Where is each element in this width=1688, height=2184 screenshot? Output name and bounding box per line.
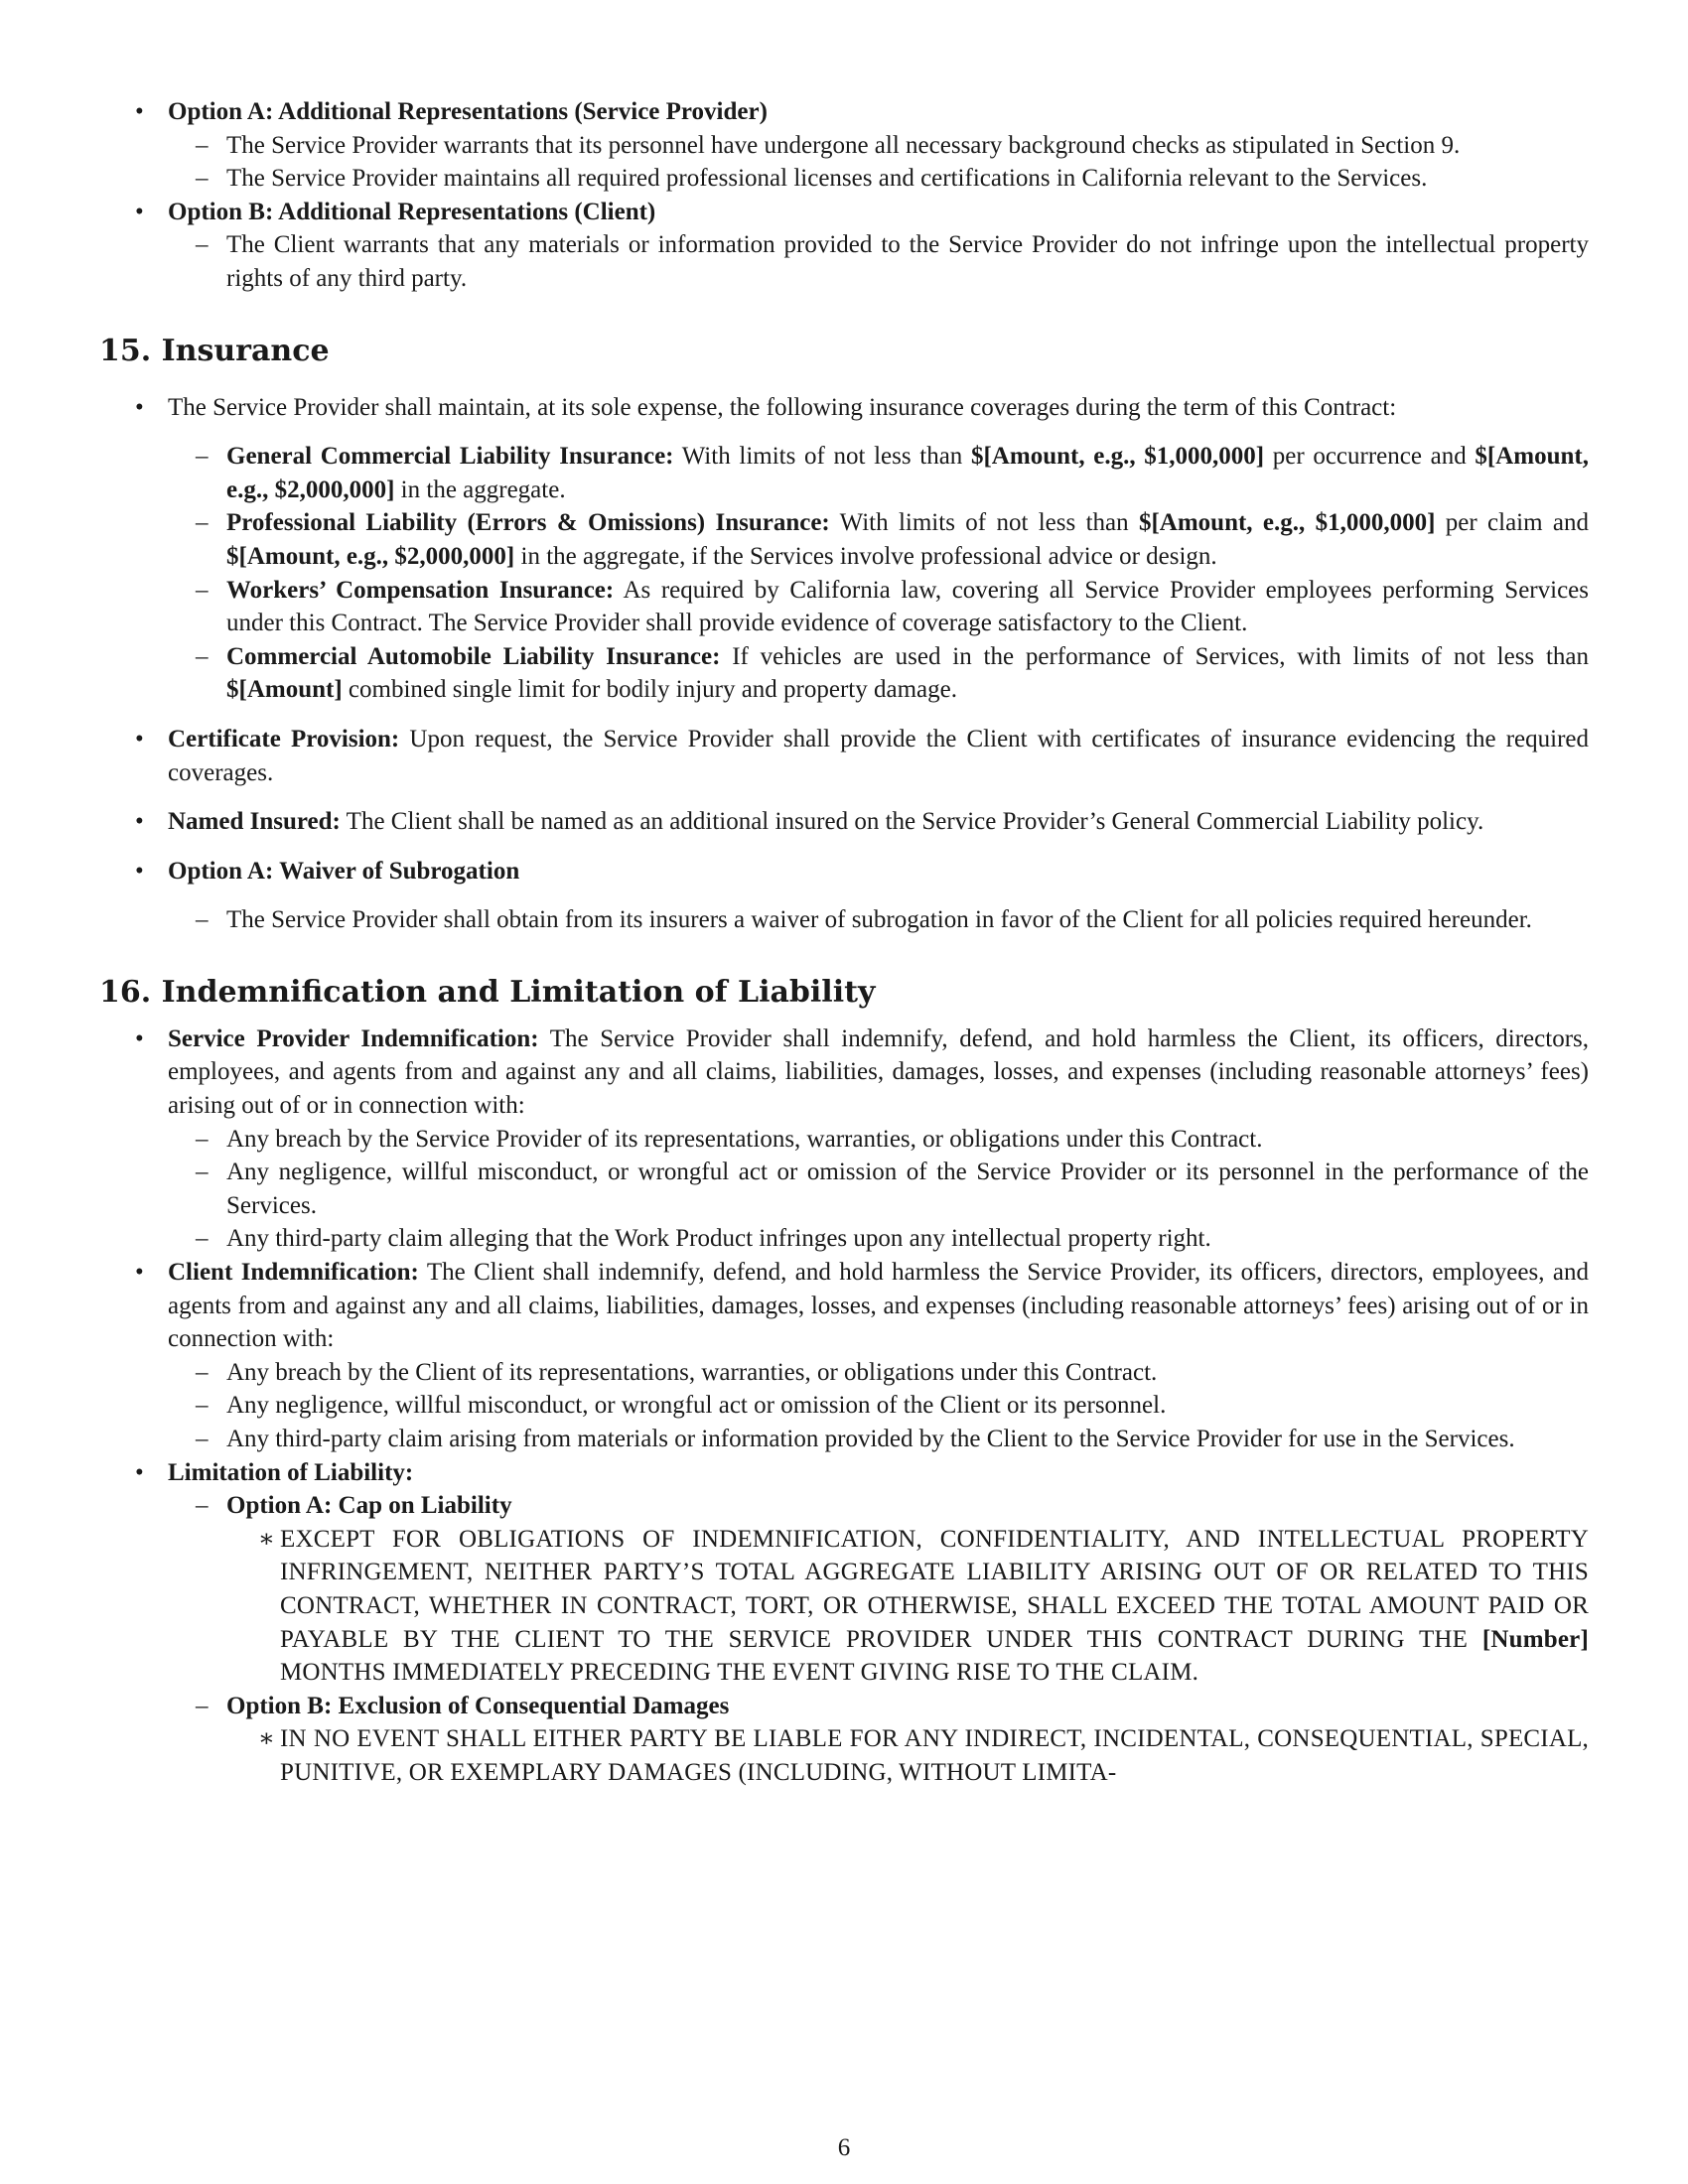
s16-limitation	[99, 1456, 1589, 1490]
s14-option-a-item-2: – The Service Provider maintains all required professional licenses and certifications in California relevant to the Services.	[99, 162, 1589, 196]
section-16-heading: 16. Indemnification and Limitation of Liability	[99, 974, 876, 1010]
s16-sp-item-3: – Any third-party claim alleging that the Work Product infringes upon any intellectual property right.	[99, 1222, 1589, 1256]
section-15-heading: 15. Insurance	[99, 333, 330, 368]
s15-pli-amount-1: $[Amount, e.g., $1,000,000]	[1138, 509, 1436, 537]
s15-workers-comp	[99, 574, 1589, 640]
s15-gcl-text-2: per occurrence and	[1264, 443, 1476, 471]
s14-option-a-item-1: – The Service Provider warrants that its personnel have undergone all necessary background checks as stipulated in Section 9.	[99, 129, 1589, 163]
page-number: 6	[837, 2134, 851, 2161]
s16-cl-label: Client Indemnification:	[168, 1259, 419, 1287]
s15-option-a	[99, 855, 1589, 888]
s15-gcl-text-3: in the aggregate.	[394, 476, 566, 503]
s15-cal-text-1: If vehicles are used in the performance of Services, with limits of not less than	[720, 642, 1589, 670]
s16-lim-option-b-title: Option B: Exclusion of Consequential Damages	[226, 1692, 730, 1719]
s16-cl-item-2: – Any negligence, willful misconduct, or wrongful act or omission of the Client or its personnel.	[99, 1389, 1589, 1423]
s14-option-a-title: Option A: Additional Representations (Service Provider)	[168, 98, 768, 125]
s15-pli-label: Professional Liability (Errors & Omissions) Insurance:	[226, 509, 830, 537]
s14-option-a	[99, 95, 1589, 129]
s15-general-liability	[99, 440, 1589, 506]
s15-option-a-item: – The Service Provider shall obtain from its insurers a waiver of subrogation in favor of the Client for all policies required hereunder.	[99, 903, 1589, 937]
s15-professional-liability	[99, 506, 1589, 573]
s16-lim-label: Limitation of Liability:	[168, 1458, 414, 1486]
s16-sp-item-2: – Any negligence, willful misconduct, or wrongful act or omission of the Service Provider or its personnel in the performance of the Services.	[99, 1156, 1589, 1222]
s15-intro: • The Service Provider shall maintain, at its sole expense, the following insurance coverages during the term of this Contract:	[99, 391, 1589, 425]
s16-lim-option-a-text	[99, 1523, 1589, 1690]
s16-cl-text: The Client shall indemnify, defend, and hold harmless the Service Provider, its officers, directors, employees, and agents from and against any and all claims, liabilities, damages, losses, and expenses (including reasonable attorneys’ fees) arising out of or in connection with:	[168, 1259, 1589, 1353]
s16-lim-option-a	[99, 1489, 1589, 1523]
s14-option-b-title: Option B: Additional Representations (Client)	[168, 198, 656, 225]
s15-gcl-label: General Commercial Liability Insurance:	[226, 443, 674, 471]
s15-pli-text-2: per claim and	[1435, 509, 1589, 537]
s16-lim-a-number: [Number]	[1481, 1625, 1589, 1653]
s15-cert-text: Upon request, the Service Provider shall provide the Client with certificates of insurance evidencing the required coverages.	[168, 725, 1590, 786]
s15-certificate-provision	[99, 723, 1589, 789]
s15-pli-text-1: With limits of not less than	[829, 509, 1139, 537]
s16-sp-label: Service Provider Indemnification:	[168, 1024, 539, 1052]
s16-lim-a-text-2: MONTHS IMMEDIATELY PRECEDING THE EVENT GIVING RISE TO THE CLAIM.	[280, 1659, 1199, 1687]
document-page	[99, 95, 1589, 1790]
s15-auto-liability	[99, 640, 1589, 707]
s15-gcl-amount-1: $[Amount, e.g., $1,000,000]	[970, 443, 1265, 471]
s16-sp-item-1: – Any breach by the Service Provider of its representations, warranties, or obligations under this Contract.	[99, 1123, 1589, 1157]
s14-option-b	[99, 196, 1589, 229]
s15-pli-amount-2: $[Amount, e.g., $2,000,000]	[226, 542, 515, 570]
s16-sp-text: The Service Provider shall indemnify, defend, and hold harmless the Client, its officers, directors, employees, and agents from and against any and all claims, liabilities, damages, losses, and expenses (including reasonable attorneys’ fees) arising out of or in connection with:	[168, 1024, 1589, 1120]
s15-cal-amount: $[Amount]	[226, 676, 343, 704]
s15-cal-label: Commercial Automobile Liability Insurance:	[226, 642, 721, 670]
s16-lim-option-b-text: ∗ IN NO EVENT SHALL EITHER PARTY BE LIABLE FOR ANY INDIRECT, INCIDENTAL, CONSEQUENTIAL, SPECIAL, PUNITIVE, OR EXEMPLARY DAMAGES (INCLUDING, WITHOUT LIMITA-	[99, 1722, 1589, 1789]
s15-gcl-amount-2: $[Amount, e.g., $2,000,000]	[226, 443, 1589, 503]
s15-wci-label: Workers’ Compensation Insurance:	[226, 576, 615, 604]
s16-lim-option-b	[99, 1690, 1589, 1723]
s15-pli-text-3: in the aggregate, if the Services involve professional advice or design.	[514, 542, 1217, 570]
s15-cert-label: Certificate Provision:	[168, 725, 400, 752]
s16-client-indemnification	[99, 1256, 1589, 1356]
s15-cal-text-2: combined single limit for bodily injury and property damage.	[342, 676, 957, 704]
s16-lim-option-a-title: Option A: Cap on Liability	[226, 1492, 512, 1520]
s16-cl-item-1: – Any breach by the Client of its representations, warranties, or obligations under this Contract.	[99, 1356, 1589, 1390]
s15-wci-text: As required by California law, covering all Service Provider employees performing Services under this Contract. The Service Provider shall provide evidence of coverage satisfactory to the Client.	[226, 576, 1589, 637]
s16-sp-indemnification	[99, 1023, 1589, 1123]
s14-option-b-item-1: – The Client warrants that any materials or information provided to the Service Provider do not infringe upon the intellectual property rights of any third party.	[99, 228, 1589, 295]
s15-named-insured	[99, 805, 1589, 839]
s15-named-label: Named Insured:	[168, 808, 341, 836]
s15-named-text: The Client shall be named as an additional insured on the Service Provider’s General Commercial Liability policy.	[340, 808, 1484, 836]
s15-gcl-text-1: With limits of not less than	[673, 443, 971, 471]
s16-cl-item-3: – Any third-party claim arising from materials or information provided by the Client to the Service Provider for use in the Services.	[99, 1423, 1589, 1456]
s15-option-a-title: Option A: Waiver of Subrogation	[168, 857, 520, 885]
s16-lim-a-text-1: EXCEPT FOR OBLIGATIONS OF INDEMNIFICATION, CONFIDENTIALITY, AND INTELLECTUAL PROPERTY INFRINGEMENT, NEITHER PARTY’S TOTAL AGGREGATE LIABILITY ARISING OUT OF OR RELATED TO THIS CONTRACT, WHETHER IN CONTRACT, TORT, OR OTHERWISE, SHALL EXCEED THE TOTAL AMOUNT PAID OR PAYABLE BY THE CLIENT TO THE SERVICE PROVIDER UNDER THIS CONTRACT DURING THE	[280, 1525, 1589, 1653]
